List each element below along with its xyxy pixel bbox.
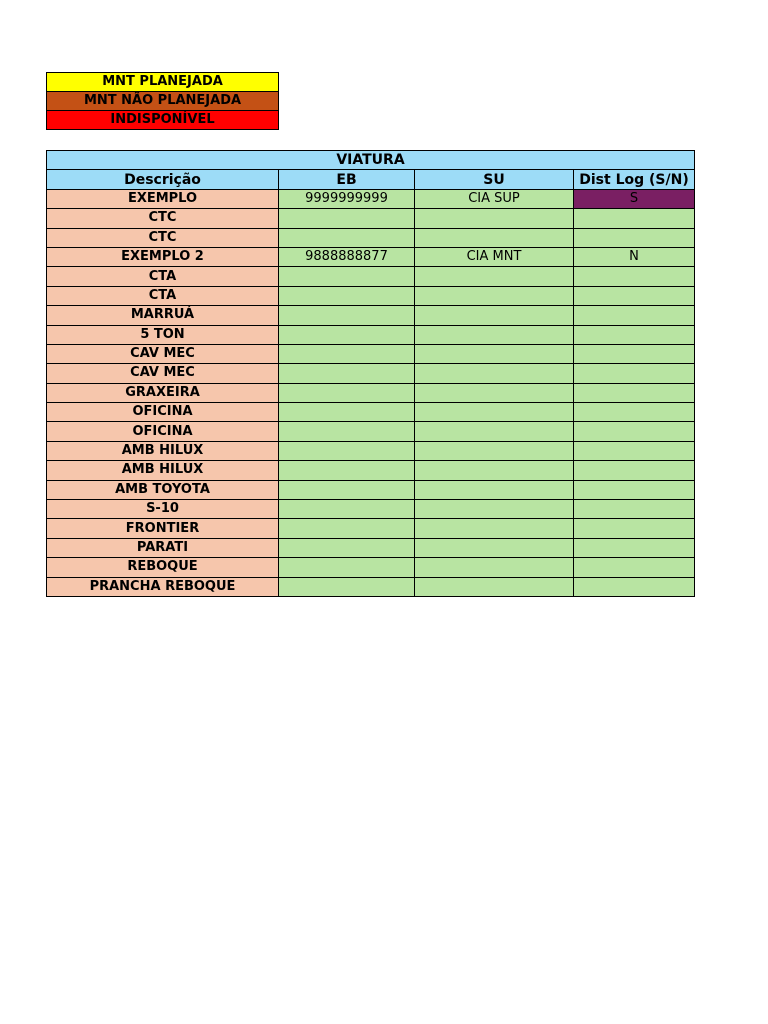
table-row bbox=[47, 383, 695, 402]
cell-dist-log[interactable] bbox=[574, 228, 695, 247]
cell-eb[interactable] bbox=[279, 403, 415, 422]
table-row bbox=[47, 558, 695, 577]
table-row bbox=[47, 577, 695, 596]
cell-dist-log[interactable] bbox=[574, 364, 695, 383]
cell-dist-log[interactable] bbox=[574, 480, 695, 499]
cell-descricao[interactable]: CTA bbox=[47, 286, 279, 305]
column-header-dist-log[interactable]: Dist Log (S/N) bbox=[574, 170, 695, 189]
legend-row-planejada bbox=[47, 73, 279, 92]
cell-descricao[interactable]: CTC bbox=[47, 228, 279, 247]
cell-eb[interactable] bbox=[279, 441, 415, 460]
table-row bbox=[47, 364, 695, 383]
table-row bbox=[47, 403, 695, 422]
cell-dist-log[interactable] bbox=[574, 344, 695, 363]
cell-eb[interactable] bbox=[279, 325, 415, 344]
cell-eb[interactable] bbox=[279, 267, 415, 286]
cell-eb[interactable] bbox=[279, 461, 415, 480]
cell-su[interactable] bbox=[415, 441, 574, 460]
cell-su[interactable] bbox=[415, 480, 574, 499]
cell-eb[interactable] bbox=[279, 558, 415, 577]
cell-descricao[interactable]: 5 TON bbox=[47, 325, 279, 344]
cell-dist-log[interactable] bbox=[574, 538, 695, 557]
cell-dist-log[interactable] bbox=[574, 422, 695, 441]
cell-eb[interactable] bbox=[279, 306, 415, 325]
legend-table bbox=[46, 72, 279, 130]
cell-su[interactable] bbox=[415, 267, 574, 286]
cell-su[interactable] bbox=[415, 364, 574, 383]
cell-su[interactable] bbox=[415, 577, 574, 596]
cell-eb[interactable]: 9888888877 bbox=[279, 247, 415, 266]
table-row bbox=[47, 441, 695, 460]
table-row bbox=[47, 267, 695, 286]
legend-row-indisponivel bbox=[47, 111, 279, 130]
cell-su[interactable] bbox=[415, 306, 574, 325]
cell-eb[interactable] bbox=[279, 286, 415, 305]
cell-eb[interactable] bbox=[279, 209, 415, 228]
cell-dist-log[interactable] bbox=[574, 500, 695, 519]
cell-descricao[interactable]: MARRUÁ bbox=[47, 306, 279, 325]
cell-su[interactable]: CIA SUP bbox=[415, 189, 574, 208]
table-row bbox=[47, 480, 695, 499]
cell-su[interactable] bbox=[415, 461, 574, 480]
column-header-descricao[interactable]: Descrição bbox=[47, 170, 279, 189]
cell-su[interactable]: CIA MNT bbox=[415, 247, 574, 266]
cell-eb[interactable] bbox=[279, 480, 415, 499]
cell-su[interactable] bbox=[415, 422, 574, 441]
cell-descricao[interactable]: CAV MEC bbox=[47, 344, 279, 363]
table-row bbox=[47, 286, 695, 305]
cell-su[interactable] bbox=[415, 344, 574, 363]
table-row bbox=[47, 500, 695, 519]
table-row bbox=[47, 228, 695, 247]
cell-su[interactable] bbox=[415, 383, 574, 402]
cell-dist-log[interactable] bbox=[574, 403, 695, 422]
cell-descricao[interactable]: CTA bbox=[47, 267, 279, 286]
table-title[interactable]: VIATURA bbox=[47, 151, 695, 170]
cell-descricao[interactable]: AMB HILUX bbox=[47, 441, 279, 460]
cell-descricao[interactable]: CAV MEC bbox=[47, 364, 279, 383]
cell-descricao[interactable]: OFICINA bbox=[47, 422, 279, 441]
cell-descricao[interactable]: EXEMPLO 2 bbox=[47, 247, 279, 266]
viatura-table-body bbox=[47, 151, 695, 597]
cell-eb[interactable] bbox=[279, 344, 415, 363]
table-row bbox=[47, 422, 695, 441]
cell-descricao[interactable]: AMB TOYOTA bbox=[47, 480, 279, 499]
cell-dist-log[interactable] bbox=[574, 577, 695, 596]
cell-dist-log[interactable] bbox=[574, 267, 695, 286]
cell-descricao[interactable]: GRAXEIRA bbox=[47, 383, 279, 402]
cell-dist-log[interactable] bbox=[574, 519, 695, 538]
cell-descricao[interactable]: CTC bbox=[47, 209, 279, 228]
cell-descricao[interactable]: AMB HILUX bbox=[47, 461, 279, 480]
table-row bbox=[47, 247, 695, 266]
cell-su[interactable] bbox=[415, 228, 574, 247]
cell-dist-log[interactable] bbox=[574, 383, 695, 402]
cell-su[interactable] bbox=[415, 286, 574, 305]
cell-eb[interactable] bbox=[279, 577, 415, 596]
cell-su[interactable] bbox=[415, 558, 574, 577]
cell-eb[interactable] bbox=[279, 519, 415, 538]
table-row bbox=[47, 325, 695, 344]
table-row bbox=[47, 461, 695, 480]
cell-su[interactable] bbox=[415, 209, 574, 228]
cell-eb[interactable]: 9999999999 bbox=[279, 189, 415, 208]
cell-dist-log[interactable]: N bbox=[574, 247, 695, 266]
cell-descricao[interactable]: PARATI bbox=[47, 538, 279, 557]
cell-eb[interactable] bbox=[279, 500, 415, 519]
cell-dist-log[interactable] bbox=[574, 209, 695, 228]
title-row bbox=[47, 151, 695, 170]
cell-dist-log[interactable] bbox=[574, 461, 695, 480]
cell-descricao[interactable]: EXEMPLO bbox=[47, 189, 279, 208]
table-row bbox=[47, 519, 695, 538]
column-header-su[interactable]: SU bbox=[415, 170, 574, 189]
cell-descricao[interactable]: OFICINA bbox=[47, 403, 279, 422]
cell-su[interactable] bbox=[415, 519, 574, 538]
cell-eb[interactable] bbox=[279, 422, 415, 441]
cell-eb[interactable] bbox=[279, 228, 415, 247]
cell-dist-log[interactable]: S bbox=[574, 189, 695, 208]
cell-eb[interactable] bbox=[279, 383, 415, 402]
legend-row-nao-planejada bbox=[47, 92, 279, 111]
table-row bbox=[47, 306, 695, 325]
cell-su[interactable] bbox=[415, 403, 574, 422]
legend-nao-planejada[interactable]: MNT NÃO PLANEJADA bbox=[47, 92, 279, 111]
cell-eb[interactable] bbox=[279, 364, 415, 383]
column-header-row bbox=[47, 170, 695, 189]
cell-dist-log[interactable] bbox=[574, 325, 695, 344]
table-row bbox=[47, 538, 695, 557]
cell-dist-log[interactable] bbox=[574, 441, 695, 460]
viatura-table bbox=[46, 150, 695, 597]
cell-su[interactable] bbox=[415, 500, 574, 519]
cell-dist-log[interactable] bbox=[574, 286, 695, 305]
table-row bbox=[47, 209, 695, 228]
cell-eb[interactable] bbox=[279, 538, 415, 557]
cell-descricao[interactable]: S-10 bbox=[47, 500, 279, 519]
legend-planejada[interactable]: MNT PLANEJADA bbox=[47, 73, 279, 92]
cell-dist-log[interactable] bbox=[574, 306, 695, 325]
cell-descricao[interactable]: PRANCHA REBOQUE bbox=[47, 577, 279, 596]
table-row bbox=[47, 189, 695, 208]
legend-indisponivel[interactable]: INDISPONÍVEL bbox=[47, 111, 279, 130]
table-row bbox=[47, 344, 695, 363]
column-header-eb[interactable]: EB bbox=[279, 170, 415, 189]
cell-descricao[interactable]: FRONTIER bbox=[47, 519, 279, 538]
cell-descricao[interactable]: REBOQUE bbox=[47, 558, 279, 577]
cell-su[interactable] bbox=[415, 325, 574, 344]
cell-su[interactable] bbox=[415, 538, 574, 557]
cell-dist-log[interactable] bbox=[574, 558, 695, 577]
